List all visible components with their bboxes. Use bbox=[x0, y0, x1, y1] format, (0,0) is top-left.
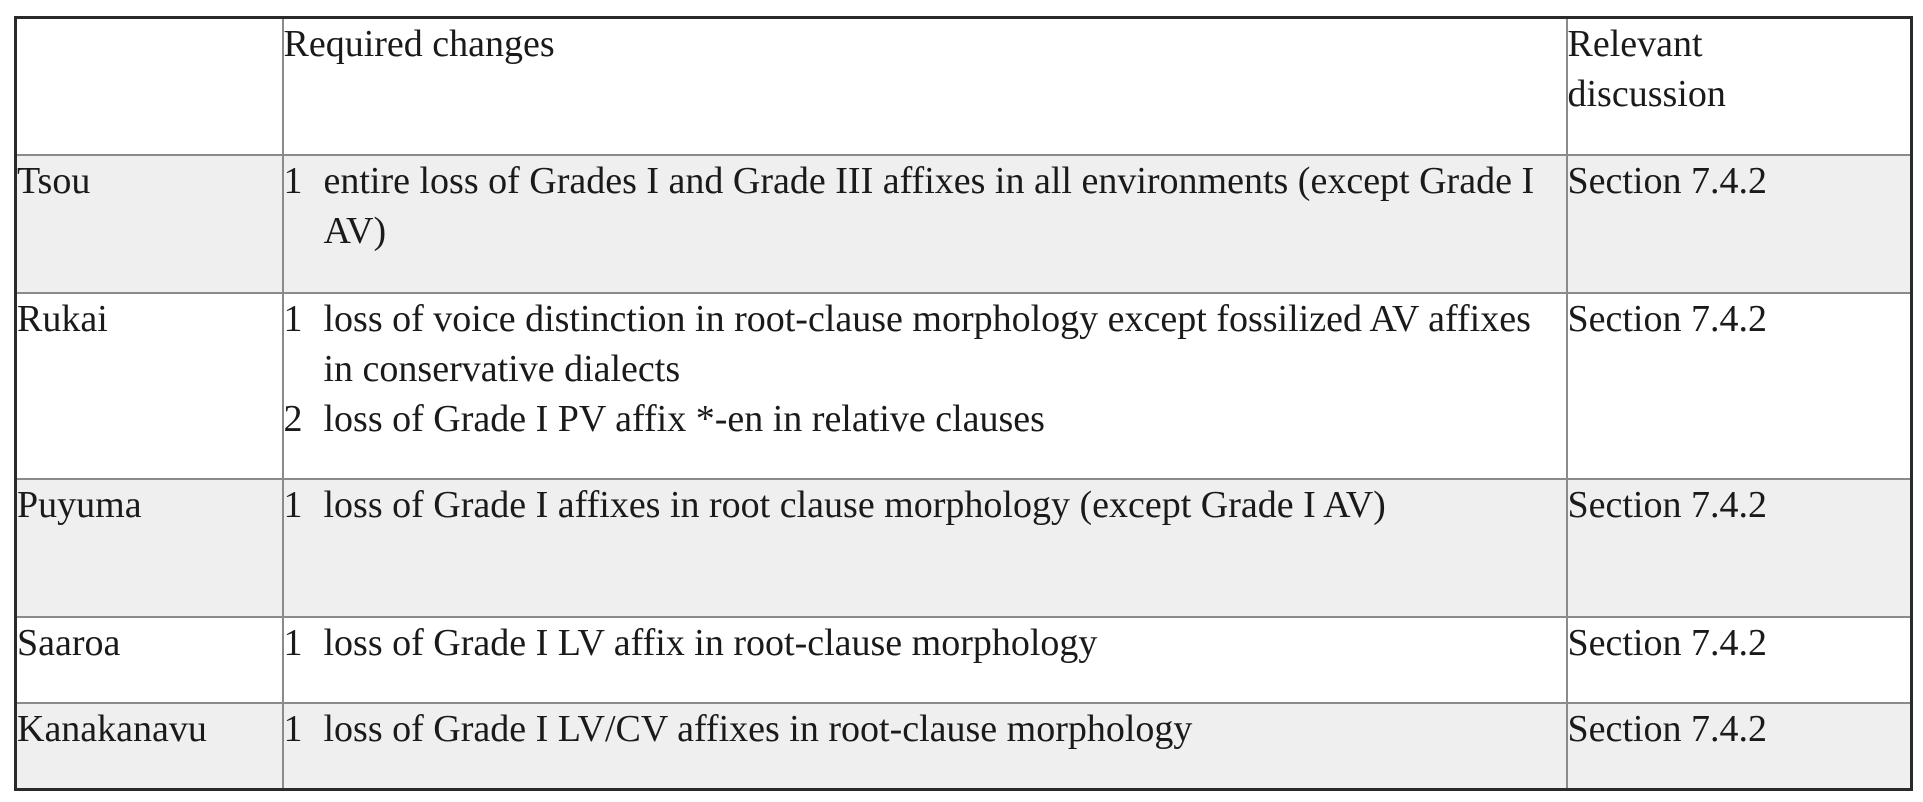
change-number: 2 bbox=[283, 398, 303, 440]
change-text: entire loss of Grades I and Grade III affixes in all environments (except Grade I AV) bbox=[323, 160, 1535, 252]
changes-cell bbox=[283, 155, 1567, 293]
change-item bbox=[284, 618, 1566, 668]
change-item bbox=[284, 294, 1566, 394]
required-changes-header: Required changes bbox=[283, 18, 1567, 156]
change-number: 1 bbox=[283, 298, 303, 340]
change-item bbox=[284, 394, 1566, 444]
relevant-discussion-header-line1: Relevant bbox=[1567, 23, 1703, 65]
discussion-cell: Section 7.4.2 bbox=[1567, 293, 1912, 479]
change-text: loss of Grade I affixes in root clause morphology (except Grade I AV) bbox=[323, 484, 1386, 526]
table-row bbox=[16, 617, 1912, 703]
change-number: 1 bbox=[283, 160, 303, 202]
change-text: loss of voice distinction in root-clause morphology except fossilized AV affixes in conservative dialects bbox=[323, 298, 1531, 390]
changes-table bbox=[14, 16, 1913, 791]
language-header bbox=[16, 18, 283, 156]
relevant-discussion-header-line2: discussion bbox=[1567, 73, 1726, 115]
discussion-cell: Section 7.4.2 bbox=[1567, 155, 1912, 293]
discussion-cell: Section 7.4.2 bbox=[1567, 479, 1912, 617]
change-item bbox=[284, 156, 1566, 256]
change-item bbox=[284, 480, 1566, 530]
change-text: loss of Grade I LV/CV affixes in root-clause morphology bbox=[323, 708, 1193, 750]
language-cell: Tsou bbox=[16, 155, 283, 293]
language-cell: Saaroa bbox=[16, 617, 283, 703]
changes-cell bbox=[283, 703, 1567, 789]
discussion-cell: Section 7.4.2 bbox=[1567, 703, 1912, 789]
language-cell: Rukai bbox=[16, 293, 283, 479]
relevant-discussion-header bbox=[1567, 18, 1912, 156]
header-row bbox=[16, 18, 1912, 156]
language-cell: Kanakanavu bbox=[16, 703, 283, 789]
table-row bbox=[16, 293, 1912, 479]
changes-cell bbox=[283, 617, 1567, 703]
change-number: 1 bbox=[283, 622, 303, 664]
changes-cell bbox=[283, 479, 1567, 617]
discussion-cell: Section 7.4.2 bbox=[1567, 617, 1912, 703]
change-text: loss of Grade I PV affix *-en in relative clauses bbox=[323, 398, 1045, 440]
table-row bbox=[16, 703, 1912, 789]
table-row bbox=[16, 155, 1912, 293]
change-item bbox=[284, 704, 1566, 754]
table-row bbox=[16, 479, 1912, 617]
change-text: loss of Grade I LV affix in root-clause morphology bbox=[323, 622, 1098, 664]
language-cell: Puyuma bbox=[16, 479, 283, 617]
changes-cell bbox=[283, 293, 1567, 479]
change-number: 1 bbox=[283, 708, 303, 750]
change-number: 1 bbox=[283, 484, 303, 526]
